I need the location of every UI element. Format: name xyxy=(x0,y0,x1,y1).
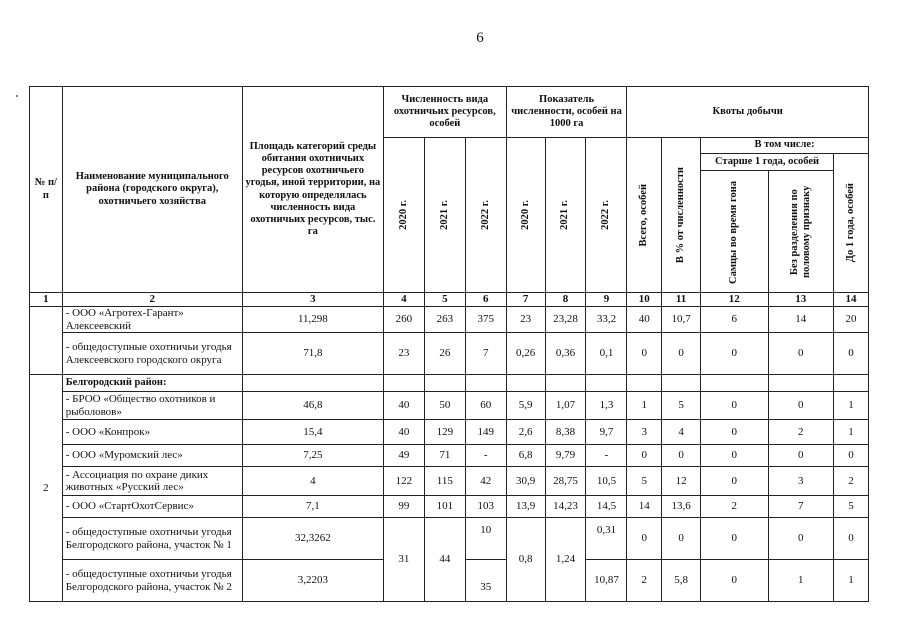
cell-males: 6 xyxy=(701,307,769,333)
col-number: 8 xyxy=(545,293,586,307)
cell-no-sex: 0 xyxy=(768,518,833,560)
cell-quota-pct: 0 xyxy=(662,518,701,560)
cell-under1: 5 xyxy=(834,496,869,518)
row-number-empty xyxy=(30,307,63,375)
district-heading: Белгородский район: xyxy=(62,375,242,392)
header-males: Самцы во время гона xyxy=(728,179,740,284)
cell-area: 4 xyxy=(242,467,383,496)
cell-den-2022: 14,5 xyxy=(586,496,627,518)
header-den-2022: 2022 г. xyxy=(600,200,612,230)
table-row xyxy=(30,518,869,560)
cell-pop-2022: 35 xyxy=(465,560,506,602)
cell-no-sex: 0 xyxy=(768,445,833,467)
cell-under1: 1 xyxy=(834,420,869,445)
cell-pop-2021-merged: 44 xyxy=(424,518,465,602)
cell-under1: 0 xyxy=(834,518,869,560)
cell-pop-2020: 260 xyxy=(383,307,424,333)
table-row xyxy=(30,496,869,518)
cell-males: 0 xyxy=(701,333,769,375)
row-name: - общедоступные охотничьи угодья Алексеевского городского округа xyxy=(62,333,242,375)
cell-den-2022: 10,5 xyxy=(586,467,627,496)
header-including: В том числе: xyxy=(701,138,869,154)
header-quota-pct: В % от численности xyxy=(675,166,687,264)
table-row xyxy=(30,307,869,333)
header-under1: До 1 года, особей xyxy=(844,183,856,263)
cell-quota-pct: 5,8 xyxy=(662,560,701,602)
cell-den-2020: 5,9 xyxy=(506,392,545,420)
row-name: - БРОО «Общество охотников и рыболовов» xyxy=(62,392,242,420)
cell-den-2020: 30,9 xyxy=(506,467,545,496)
col-number: 11 xyxy=(662,293,701,307)
col-number: 10 xyxy=(627,293,662,307)
cell-pop-2021: 71 xyxy=(424,445,465,467)
cell-pop-2022: 42 xyxy=(465,467,506,496)
cell-area: 7,25 xyxy=(242,445,383,467)
cell-area: 15,4 xyxy=(242,420,383,445)
row-name: - ООО «Агротех-Гарант» Алексеевский xyxy=(62,307,242,333)
cell-quota-total: 3 xyxy=(627,420,662,445)
cell-pop-2020-merged: 31 xyxy=(383,518,424,602)
row-name: - Ассоциация по охране диких животных «Русский лес» xyxy=(62,467,242,496)
cell-quota-total: 40 xyxy=(627,307,662,333)
cell-quota-total: 2 xyxy=(627,560,662,602)
table-row xyxy=(30,333,869,375)
cell-quota-pct: 4 xyxy=(662,420,701,445)
col-number: 4 xyxy=(383,293,424,307)
cell-area: 46,8 xyxy=(242,392,383,420)
cell-males: 0 xyxy=(701,420,769,445)
cell-pop-2022: 149 xyxy=(465,420,506,445)
header-population: Численность вида охотничьих ресурсов, особей xyxy=(383,87,506,138)
cell-quota-pct: 5 xyxy=(662,392,701,420)
cell-quota-total: 14 xyxy=(627,496,662,518)
cell-pop-2020: 99 xyxy=(383,496,424,518)
cell-pop-2021: 115 xyxy=(424,467,465,496)
cell-den-2021: 28,75 xyxy=(545,467,586,496)
col-number: 6 xyxy=(465,293,506,307)
table-row xyxy=(30,420,869,445)
cell-quota-pct: 13,6 xyxy=(662,496,701,518)
cell-quota-pct: 0 xyxy=(662,333,701,375)
col-number: 9 xyxy=(586,293,627,307)
cell-quota-total: 0 xyxy=(627,518,662,560)
cell-males: 0 xyxy=(701,392,769,420)
header-den-2020: 2020 г. xyxy=(519,200,531,230)
table-row xyxy=(30,467,869,496)
header-pop-2022: 2022 г. xyxy=(479,200,491,230)
cell-den-2022: - xyxy=(586,445,627,467)
header-older: Старше 1 года, особей xyxy=(701,154,834,171)
cell-pop-2020: 49 xyxy=(383,445,424,467)
cell-area: 7,1 xyxy=(242,496,383,518)
column-numbers-row xyxy=(30,293,869,307)
cell-den-2020: 13,9 xyxy=(506,496,545,518)
cell-no-sex: 7 xyxy=(768,496,833,518)
cell-under1: 20 xyxy=(834,307,869,333)
quota-table xyxy=(29,86,869,602)
cell-den-2022: 0,1 xyxy=(586,333,627,375)
page-number: 6 xyxy=(476,30,484,46)
cell-pop-2020: 122 xyxy=(383,467,424,496)
cell-pop-2021: 26 xyxy=(424,333,465,375)
cell-den-2020: 23 xyxy=(506,307,545,333)
cell-under1: 0 xyxy=(834,445,869,467)
cell-quota-pct: 0 xyxy=(662,445,701,467)
cell-den-2021: 23,28 xyxy=(545,307,586,333)
cell-den-2022: 0,31 xyxy=(586,518,627,560)
col-number: 7 xyxy=(506,293,545,307)
cell-quota-total: 1 xyxy=(627,392,662,420)
row-name: - общедоступные охотничьи угодья Белгородского района, участок № 2 xyxy=(62,560,242,602)
row-name: - ООО «СтартОхотСервис» xyxy=(62,496,242,518)
cell-quota-pct: 10,7 xyxy=(662,307,701,333)
cell-no-sex: 3 xyxy=(768,467,833,496)
cell-under1: 1 xyxy=(834,560,869,602)
col-number: 12 xyxy=(701,293,769,307)
cell-under1: 0 xyxy=(834,333,869,375)
cell-no-sex: 0 xyxy=(768,392,833,420)
col-number: 3 xyxy=(242,293,383,307)
cell-quota-pct: 12 xyxy=(662,467,701,496)
cell-under1: 2 xyxy=(834,467,869,496)
header-name: Наименование муниципального района (городского округа), охотничьего хозяйства xyxy=(62,87,242,293)
cell-den-2020: 2,6 xyxy=(506,420,545,445)
cell-den-2021: 0,36 xyxy=(545,333,586,375)
cell-quota-total: 5 xyxy=(627,467,662,496)
cell-pop-2021: 50 xyxy=(424,392,465,420)
cell-area: 71,8 xyxy=(242,333,383,375)
cell-males: 0 xyxy=(701,445,769,467)
header-pop-2020: 2020 г. xyxy=(397,200,409,230)
cell-den-2021: 8,38 xyxy=(545,420,586,445)
table-row xyxy=(30,445,869,467)
cell-no-sex: 14 xyxy=(768,307,833,333)
header-quota-total: Всего, особей xyxy=(638,183,650,247)
row-name: - ООО «Конпрок» xyxy=(62,420,242,445)
cell-den-2020-merged: 0,8 xyxy=(506,518,545,602)
header-den-2021: 2021 г. xyxy=(559,200,571,230)
cell-pop-2021: 101 xyxy=(424,496,465,518)
cell-quota-total: 0 xyxy=(627,445,662,467)
cell-pop-2021: 263 xyxy=(424,307,465,333)
cell-den-2022: 9,7 xyxy=(586,420,627,445)
cell-pop-2020: 40 xyxy=(383,420,424,445)
header-quota: Квоты добычи xyxy=(627,87,869,138)
col-number: 1 xyxy=(30,293,63,307)
header-no-sex: Без разделения по половому признаку xyxy=(788,185,812,278)
cell-den-2021: 14,23 xyxy=(545,496,586,518)
cell-pop-2022: 7 xyxy=(465,333,506,375)
cell-no-sex: 1 xyxy=(768,560,833,602)
cell-pop-2020: 40 xyxy=(383,392,424,420)
col-number: 5 xyxy=(424,293,465,307)
cell-males: 2 xyxy=(701,496,769,518)
cell-pop-2022: 10 xyxy=(465,518,506,560)
cell-under1: 1 xyxy=(834,392,869,420)
cell-pop-2022: 375 xyxy=(465,307,506,333)
cell-area: 11,298 xyxy=(242,307,383,333)
cell-pop-2022: - xyxy=(465,445,506,467)
cell-pop-2022: 103 xyxy=(465,496,506,518)
cell-den-2021: 9,79 xyxy=(545,445,586,467)
row-name: - ООО «Муромский лес» xyxy=(62,445,242,467)
cell-den-2022: 1,3 xyxy=(586,392,627,420)
header-pop-2021: 2021 г. xyxy=(438,200,450,230)
row-name: - общедоступные охотничьи угодья Белгородского района, участок № 1 xyxy=(62,518,242,560)
header-area: Площадь категорий среды обитания охотничьих ресурсов охотничьего угодья, иной территории, на которую определялась численность вида охотничьих ресурсов, тыс. га xyxy=(242,87,383,293)
cell-pop-2021: 129 xyxy=(424,420,465,445)
cell-pop-2022: 60 xyxy=(465,392,506,420)
col-number: 2 xyxy=(62,293,242,307)
cell-den-2022: 33,2 xyxy=(586,307,627,333)
cell-no-sex: 0 xyxy=(768,333,833,375)
scan-speck xyxy=(16,95,18,97)
header-density: Показатель численности, особей на 1000 га xyxy=(506,87,627,138)
cell-area: 3,2203 xyxy=(242,560,383,602)
cell-den-2021-merged: 1,24 xyxy=(545,518,586,602)
cell-area: 32,3262 xyxy=(242,518,383,560)
header-num: № п/п xyxy=(30,87,63,293)
cell-males: 0 xyxy=(701,518,769,560)
cell-pop-2020: 23 xyxy=(383,333,424,375)
cell-males: 0 xyxy=(701,467,769,496)
cell-den-2020: 0,26 xyxy=(506,333,545,375)
col-number: 13 xyxy=(768,293,833,307)
table-row xyxy=(30,392,869,420)
cell-den-2020: 6,8 xyxy=(506,445,545,467)
cell-no-sex: 2 xyxy=(768,420,833,445)
cell-den-2021: 1,07 xyxy=(545,392,586,420)
cell-quota-total: 0 xyxy=(627,333,662,375)
col-number: 14 xyxy=(834,293,869,307)
row-number: 2 xyxy=(30,375,63,602)
district-row xyxy=(30,375,869,392)
cell-males: 0 xyxy=(701,560,769,602)
cell-den-2022: 10,87 xyxy=(586,560,627,602)
